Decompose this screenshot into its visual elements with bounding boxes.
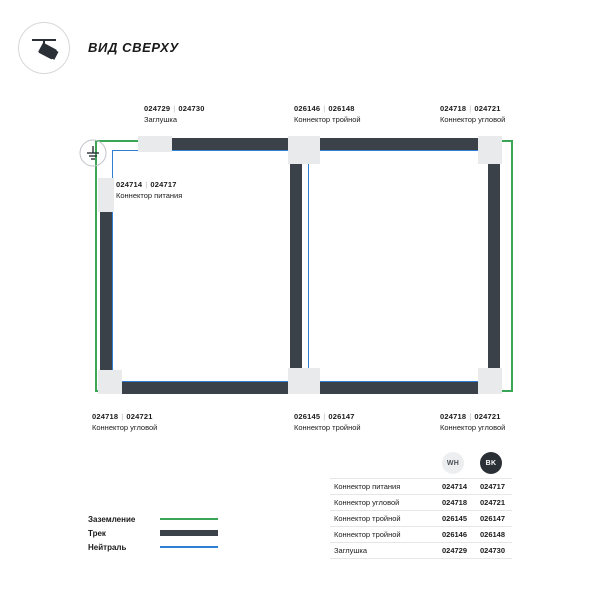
track-segment-top-left: [172, 138, 290, 150]
label-desc: Коннектор тройной: [294, 423, 361, 432]
label-desc: Коннектор тройной: [294, 115, 361, 124]
legend-swatch-track: [160, 530, 218, 536]
ground-line-left: [95, 140, 97, 392]
parts-table: [330, 452, 512, 559]
label-power-connector: 024714 | 024717 Коннектор питания: [116, 180, 183, 200]
label-desc: Коннектор питания: [116, 191, 183, 200]
ground-line-right: [511, 140, 513, 392]
legend-label: Нейтраль: [88, 542, 127, 552]
label-top-corner: 024718 | 024721 Коннектор угловой: [440, 104, 506, 124]
table-cell-bk: 026147: [480, 514, 506, 523]
track-segment-middle: [290, 160, 302, 372]
label-code: 026146: [294, 104, 321, 113]
legend-item-track: [88, 526, 218, 540]
label-bottom-triple: 026145 | 026147 Коннектор тройной: [294, 412, 361, 432]
table-row: [330, 510, 512, 526]
parts-table-header: [330, 452, 512, 478]
label-desc: Коннектор угловой: [440, 423, 506, 432]
connector-corner-bottom-right: [478, 368, 502, 394]
table-cell-bk: 026148: [480, 530, 506, 539]
neutral-loop-right: [308, 150, 496, 382]
label-code: 024721: [474, 104, 501, 113]
table-cell-name: Коннектор тройной: [334, 530, 401, 539]
label-code: 024730: [178, 104, 205, 113]
track-segment-bottom-right: [318, 382, 478, 394]
table-cell-bk: 024721: [480, 498, 506, 507]
page-title: ВИД СВЕРХУ: [88, 40, 179, 55]
track-segment-top-right: [318, 138, 478, 150]
label-code: 026148: [328, 104, 355, 113]
legend: [88, 512, 218, 554]
label-code: 024721: [126, 412, 153, 421]
track-segment-right: [488, 160, 500, 372]
label-desc: Заглушка: [144, 115, 178, 124]
connector-corner-top-right: [478, 136, 502, 164]
legend-swatch-ground: [160, 518, 218, 520]
label-code: 026145: [294, 412, 321, 421]
table-cell-name: Коннектор угловой: [334, 498, 400, 507]
connector-corner-bottom-left: [98, 370, 122, 394]
label-code: 024717: [150, 180, 177, 189]
table-cell-name: Заглушка: [334, 546, 368, 555]
table-cell-name: Коннектор тройной: [334, 514, 401, 523]
ground-symbol-icon: [78, 138, 108, 173]
track-segment-bottom-left: [122, 382, 290, 394]
table-cell-bk: 024730: [480, 546, 506, 555]
table-row: [330, 526, 512, 542]
connector-triple-top-middle: [288, 136, 320, 164]
track-spotlight-icon: [18, 22, 70, 74]
color-chip-wh: WH: [442, 452, 464, 474]
table-row: [330, 494, 512, 510]
label-code: 024721: [474, 412, 501, 421]
label-top-triple: 026146 | 026148 Коннектор тройной: [294, 104, 361, 124]
legend-item-ground: [88, 512, 218, 526]
label-bottom-corner-right: 024718 | 024721 Коннектор угловой: [440, 412, 506, 432]
track-segment-left: [100, 192, 112, 374]
legend-swatch-neutral: [160, 546, 218, 548]
label-code: 026147: [328, 412, 355, 421]
table-cell-name: Коннектор питания: [334, 482, 401, 491]
connector-power-left: [98, 178, 114, 212]
label-desc: Коннектор угловой: [92, 423, 158, 432]
label-code: 024729: [144, 104, 171, 113]
label-code: 024714: [116, 180, 143, 189]
table-cell-wh: 026145: [442, 514, 468, 523]
legend-item-neutral: [88, 540, 218, 554]
label-code: 024718: [440, 104, 467, 113]
table-cell-wh: 026146: [442, 530, 468, 539]
legend-label: Заземление: [88, 514, 136, 524]
label-bottom-corner-left: 024718 | 024721 Коннектор угловой: [92, 412, 158, 432]
color-chip-bk: BK: [480, 452, 502, 474]
connector-triple-bottom-middle: [288, 368, 320, 394]
table-cell-wh: 024729: [442, 546, 468, 555]
table-row: [330, 478, 512, 494]
label-code: 024718: [440, 412, 467, 421]
table-row: [330, 542, 512, 559]
connector-end-cap-top-left: [138, 136, 172, 152]
label-code: 024718: [92, 412, 119, 421]
legend-label: Трек: [88, 528, 106, 538]
label-desc: Коннектор угловой: [440, 115, 506, 124]
table-cell-wh: 024714: [442, 482, 468, 491]
table-cell-bk: 024717: [480, 482, 506, 491]
table-cell-wh: 024718: [442, 498, 468, 507]
label-top-end-cap: 024729 | 024730 Заглушка: [144, 104, 205, 124]
